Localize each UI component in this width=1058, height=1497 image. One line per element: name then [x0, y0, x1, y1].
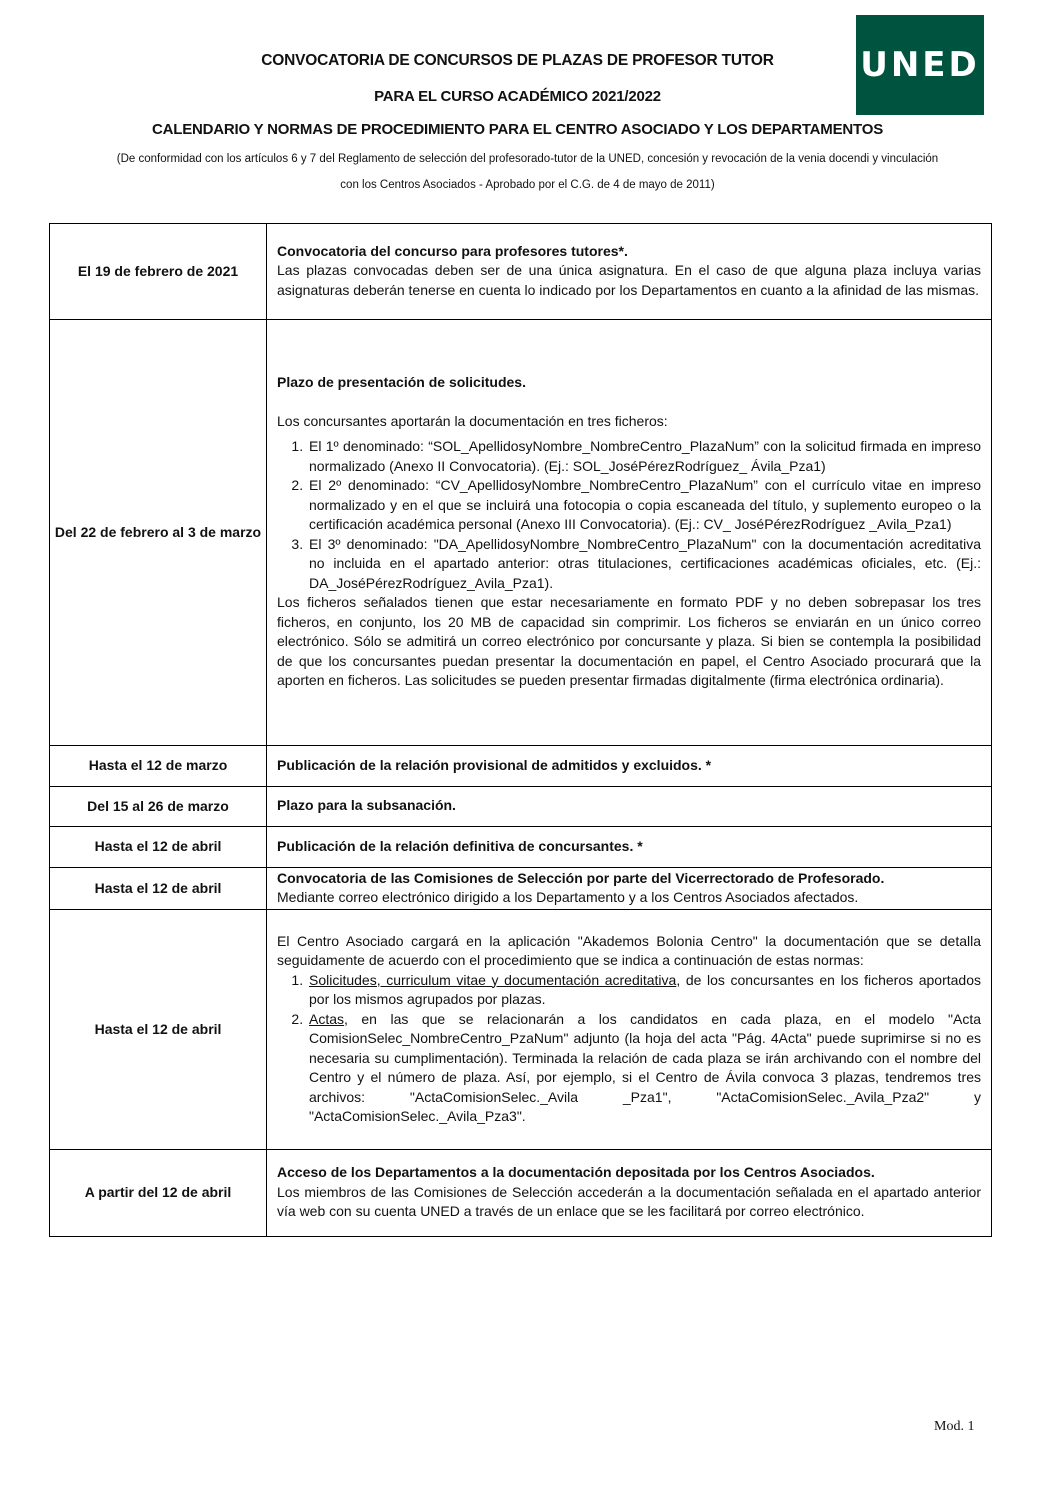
row-intro: Los concursantes aportarán la documentación en tres ficheros:: [277, 412, 668, 429]
row-date: A partir del 12 de abril: [50, 1150, 267, 1237]
row-intro: El Centro Asociado cargará en la aplicación "Akademos Bolonia Centro" la documentación que se detalla seguidamente de acuerdo con el procedimiento que se indica a continuación de estas normas:: [277, 932, 981, 968]
row-content: [267, 320, 992, 746]
table-row: [50, 224, 992, 320]
row-content: [267, 868, 992, 910]
row-date: Del 22 de febrero al 3 de marzo: [50, 320, 267, 746]
section-title: CALENDARIO Y NORMAS DE PROCEDIMIENTO PARA EL CENTRO ASOCIADO Y LOS DEPARTAMENTOS: [151, 121, 884, 138]
row-heading: Acceso de los Departamentos a la documentación depositada por los Centros Asociados.: [277, 1164, 875, 1181]
row-text: Los ficheros señalados tienen que estar necesariamente en formato PDF y no deben sobrepasar los tres ficheros, en conjunto, los 20 MB de capacidad sin comprimir. Los ficheros se enviarán en un único correo electrónico. Sólo se admitirá un correo electrónico por concursante y plaza. Si bien se contempla la posibilidad de que los concursantes puedan presentar la documentación en papel, el Centro Asociado procurará que la aporten en ficheros. Las solicitudes se pueden presentar firmadas digitalmente (firma electrónica ordinaria).: [277, 594, 981, 689]
row-heading: Plazo de presentación de solicitudes.: [277, 374, 526, 391]
row-text: Mediante correo electrónico dirigido a los Departamento y a los Centros Asociados afectados.: [277, 889, 859, 905]
table-row: [50, 910, 992, 1150]
row-heading: Publicación de la relación definitiva de concursantes. *: [267, 827, 992, 868]
table-row: [50, 746, 992, 787]
calendar-table: [49, 223, 992, 1237]
row-date: Hasta el 12 de abril: [50, 910, 267, 1150]
row-heading: Convocatoria del concurso para profesores tutores*.: [277, 242, 628, 259]
item-underlined: Actas: [309, 1010, 345, 1027]
table-row: [50, 787, 992, 827]
row-text: Los miembros de las Comisiones de Selección accederán a la documentación señalada en el apartado anterior vía web con su cuenta UNED a través de un enlace que se les facilitará por correo electrónico.: [277, 1183, 981, 1220]
list-item: 1. El 1º denominado: “SOL_ApellidosyNombre_NombreCentro_PlazaNum” con la solicitud firmada en impreso normalizado (Anexo II Convocatoria). (Ej.: SOL_JoséPérezRodríguez_ Ávila_Pza1): [307, 437, 981, 476]
table-row: [50, 320, 992, 746]
list-item: 2. El 2º denominado: “CV_ApellidosyNombre_NombreCentro_PlazaNum” con el currículo vitae en impreso normalizado y en el que se incluirá una fotocopia o copia escaneada del título, y suplemento europeo o la certificación académica personal (Anexo III Convocatoria). (Ej.: CV_ JoséPérezRodríguez _Avila_Pza1): [307, 476, 981, 535]
files-list: [277, 437, 981, 593]
row-content: [267, 1150, 992, 1237]
list-item: 3. El 3º denominado: "DA_ApellidosyNombre_NombreCentro_PlazaNum" con la documentación acreditativa no incluida en el apartado anterior: otras titulaciones, certificaciones académicas oficiales, etc. (Ej.: DA_JoséPérezRodríguez_Avila_Pza1).: [307, 535, 981, 594]
row-content: [267, 224, 992, 320]
model-number: Mod. 1: [934, 1419, 975, 1434]
item-underlined: Solicitudes, curriculum vitae y documentación acreditativa: [309, 971, 677, 988]
table-row: [50, 1150, 992, 1237]
row-heading: Plazo para la subsanación.: [267, 787, 992, 827]
row-date: Hasta el 12 de abril: [50, 868, 267, 910]
table-row: [50, 868, 992, 910]
row-date: Hasta el 12 de marzo: [50, 746, 267, 787]
documents-list: [277, 971, 981, 1127]
regulation-note-line-2: con los Centros Asociados - Aprobado por el C.G. de 4 de mayo de 2011): [340, 179, 715, 191]
table-row: [50, 827, 992, 868]
row-date: El 19 de febrero de 2021: [50, 224, 267, 320]
list-item: [307, 1010, 981, 1127]
row-text: Las plazas convocadas deben ser de una única asignatura. En el caso de que alguna plaza incluya varias asignaturas deberán tenerse en cuenta lo indicado por los Departamentos en cuanto a la afinidad de las mismas.: [277, 262, 981, 298]
item-text: , de los concursantes en los ficheros aportados por los mismos agrupados por plazas.: [309, 971, 981, 1007]
row-date: Hasta el 12 de abril: [50, 827, 267, 868]
document-subtitle: PARA EL CURSO ACADÉMICO 2021/2022: [374, 88, 661, 105]
row-content: [267, 910, 992, 1150]
row-heading: Convocatoria de las Comisiones de Selección por parte del Vicerrectorado de Profesorado.: [277, 869, 885, 886]
row-date: Del 15 al 26 de marzo: [50, 787, 267, 827]
document-title: CONVOCATORIA DE CONCURSOS DE PLAZAS DE PROFESOR TUTOR: [261, 52, 774, 69]
regulation-note-line-1: (De conformidad con los artículos 6 y 7 del Reglamento de selección del profesorado-tutor de la UNED, concesión y revocación de la venia docendi y vinculación: [116, 153, 939, 165]
list-item: [307, 971, 981, 1010]
item-text: , en las que se relacionarán a los candidatos en cada plaza, en el modelo "Acta ComisionSelec_NombreCentro_PzaNum" adjunto (la hoja del acta "Pág. 4Acta" puede suprimirse si no es necesaria su cumplimentación). Terminada la relación de cada plaza se irán archivando con el nombre del Centro y el número de plaza. Así, por ejemplo, si el Centro de Ávila convoca 3 plazas, tendremos tres archivos: "ActaComisionSelec._Avila _Pza1", "ActaComisionSelec._Avila_Pza2" y "ActaComisionSelec._Avila_Pza3".: [309, 1010, 981, 1124]
logo-text: UNED: [860, 45, 980, 85]
row-heading: Publicación de la relación provisional de admitidos y excluidos. *: [267, 746, 992, 787]
